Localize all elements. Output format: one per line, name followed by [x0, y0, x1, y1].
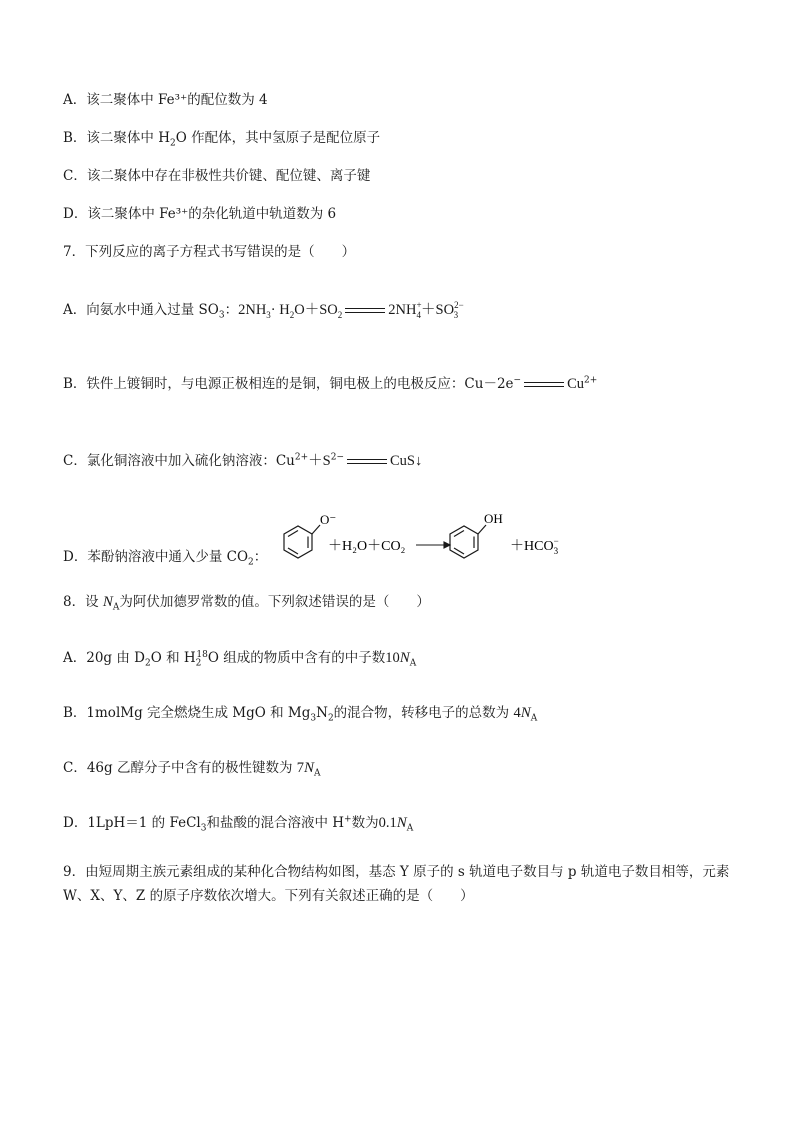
- phenoxide-label: O⁻: [320, 512, 337, 527]
- q6-option-b: B．该二聚体中 $H_2O$ 作配体，其中氢原子是配位原子: [63, 130, 381, 149]
- q6-option-c: C．该二聚体中存在非极性共价键、配位键、离子键: [63, 168, 371, 184]
- bicarbonate-label: ＋HCO− 3: [510, 536, 559, 556]
- q8-option-d: D．1LpH＝1 的 FeCl$_3$和盐酸的混合溶液中 H+数为$0.1N_A$: [63, 814, 414, 834]
- reaction-arrow: [416, 542, 450, 548]
- phenoxide-ring: [284, 525, 320, 558]
- q7-stem: 7．下列反应的离子方程式书写错误的是（ ）: [63, 244, 356, 260]
- q6-option-a: A．该二聚体中 Fe³⁺的配位数为 4: [63, 92, 268, 108]
- q8-option-a: A．20g 由 $D_2O$ 和 $H_2^{18}O$ 组成的物质中含有的中子数$10N_A$: [63, 649, 417, 669]
- q9-stem: 9．由短周期主族元素组成的某种化合物结构如图，基态 Y 原子的 s 轨道电子数目与 p 轨道电子数目相等，元素 W、X、Y、Z 的原子序数依次增大。下列有关叙述正确的是（ ）: [63, 864, 730, 904]
- equals-arrow: [345, 307, 385, 315]
- phenol-reaction-diagram: [270, 510, 570, 566]
- equals-arrow: [524, 381, 564, 389]
- phenol-ring: [450, 525, 486, 558]
- q6-option-d: D．该二聚体中 Fe³⁺的杂化轨道中轨道数为 6: [63, 206, 337, 222]
- phenol-label: OH: [484, 511, 503, 526]
- q8-option-c: C．46g 乙醇分子中含有的极性键数为 $7N_A$: [63, 760, 321, 779]
- q7-option-b: B．铁件上镀铜时，与电源正极相连的是铜，铜电极上的电极反应：Cu－2e− $Cu^{2+}$: [63, 375, 598, 392]
- q7-option-c: C．氯化铜溶液中加入硫化钠溶液：$Cu^{2+}+S^{2-}$ CuS↓: [63, 452, 423, 469]
- q7-option-a: A．向氨水中通入过量 $SO_3$：$2NH_3\cdot H_2O+SO_2$ $2NH^+_4+SO^{2-}_3$: [63, 300, 464, 321]
- q8-stem: 8．设 $N_A$为阿伏加德罗常数的值。下列叙述错误的是（ ）: [63, 594, 430, 613]
- reagents-label: ＋H₂O＋CO₂: [328, 539, 406, 554]
- q8-option-b: B．1molMg 完全燃烧生成 MgO 和 $Mg_3N_2$的混合物，转移电子的总数为 $4N_A$: [63, 705, 538, 724]
- equals-arrow: [347, 458, 387, 466]
- q7-option-d: D．苯酚钠溶液中通入少量 $CO_2$：: [63, 549, 268, 568]
